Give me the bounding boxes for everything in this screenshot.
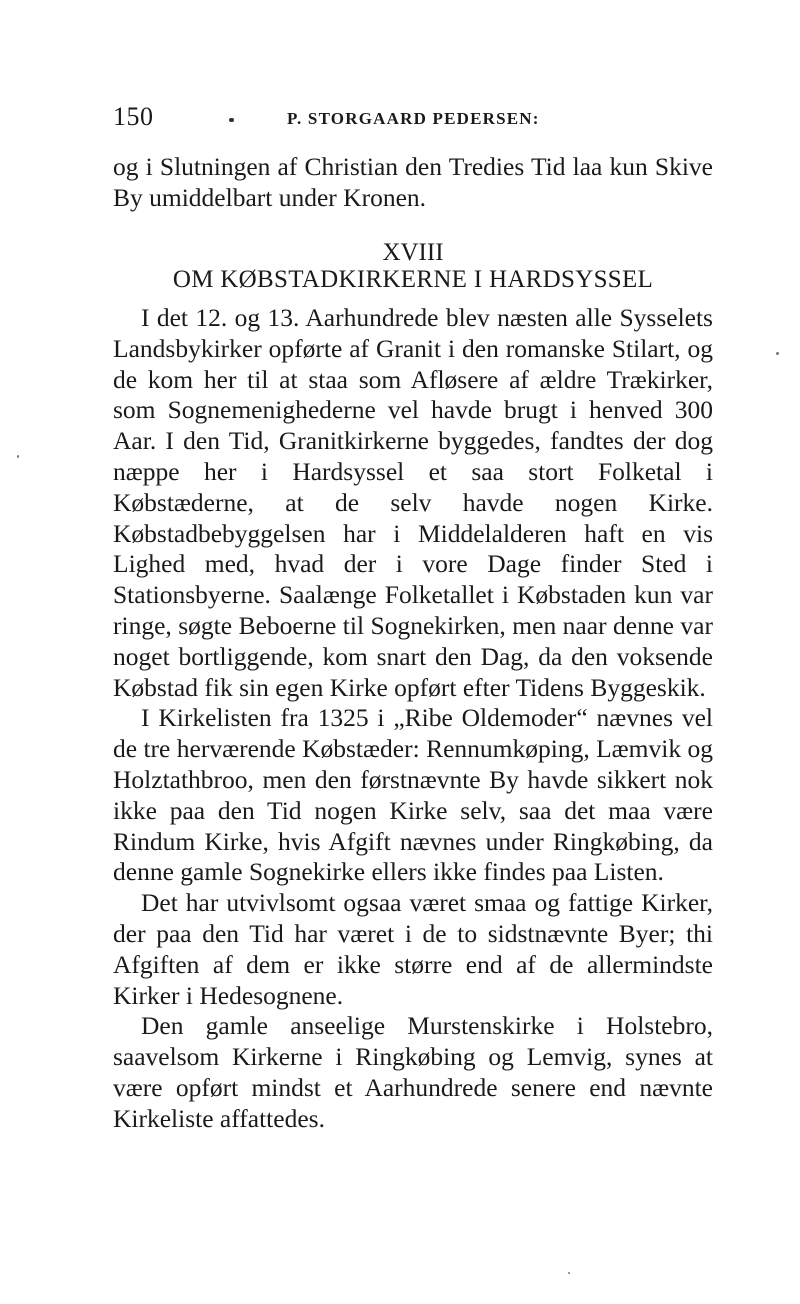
chapter-number: XVIII bbox=[382, 239, 444, 266]
paragraph-3: Det har utvivlsomt ogsaa været smaa og fattige Kirker, der paa den Tid har været i de to sidstnævnte Byer; thi Afgiften af dem er ikke større end af de allermindste Kirker i Hedesognene. bbox=[113, 888, 713, 1010]
paragraph-2: I Kirkelisten fra 1325 i „Ribe Oldemoder“ nævnes vel de tre herværende Købstæder: Rennumkøping, Læmvik og Holztathbroo, men den førstnævnte By havde sikkert nok ikke paa den Tid nogen Kirke selv, saa det maa være Rindum Kirke, hvis Afgift nævnes under Ringkøbing, da denne gamle Sognekirke ellers ikke findes paa Listen. bbox=[113, 703, 713, 887]
chapter-title: OM KØBSTADKIRKERNE I HARDSYSSEL bbox=[172, 266, 654, 293]
chapter-body bbox=[113, 303, 713, 1135]
scan-speck bbox=[776, 352, 779, 355]
printer-dot bbox=[229, 118, 234, 122]
intro-text bbox=[113, 152, 713, 214]
intro-paragraph: og i Slutningen af Christian den Tredies Tid laa kun Skive By umiddelbart under Kronen. bbox=[113, 152, 713, 212]
running-head bbox=[113, 102, 713, 136]
scan-speck bbox=[568, 1272, 570, 1274]
running-head-author: P. STORGAARD PEDERSEN: bbox=[287, 109, 540, 128]
scan-speck bbox=[17, 455, 19, 458]
page-number: 150 bbox=[113, 102, 154, 131]
paragraph-4: Den gamle anseelige Murstenskirke i Holstebro, saavelsom Kirkerne i Ringkøbing og Lemvig, synes at være opført mindst et Aarhundrede senere end nævnte Kirkeliste affattedes. bbox=[113, 1011, 713, 1133]
paragraph-1: I det 12. og 13. Aarhundrede blev næsten alle Sysselets Landsbykirker opførte af Granit i den romanske Stilart, og de kom her til at staa som Afløsere af ældre Trækirker, som Sognemenighederne vel havde brugt i henved 300 Aar. I den Tid, Granitkirkerne byggedes, fandtes der dog næppe her i Hardsyssel et saa stort Folketal i Købstæderne, at de selv havde nogen Kirke. Købstadbebyggelsen har i Middelalderen haft en vis Lighed med, hvad der i vore Dage finder Sted i Stationsbyerne. Saalænge Folketallet i Købstaden kun var ringe, søgte Beboerne til Sognekirken, men naar denne var noget bortliggende, kom snart den Dag, da den voksende Købstad fik sin egen Kirke opført efter Tidens Byggeskik. bbox=[113, 303, 713, 702]
